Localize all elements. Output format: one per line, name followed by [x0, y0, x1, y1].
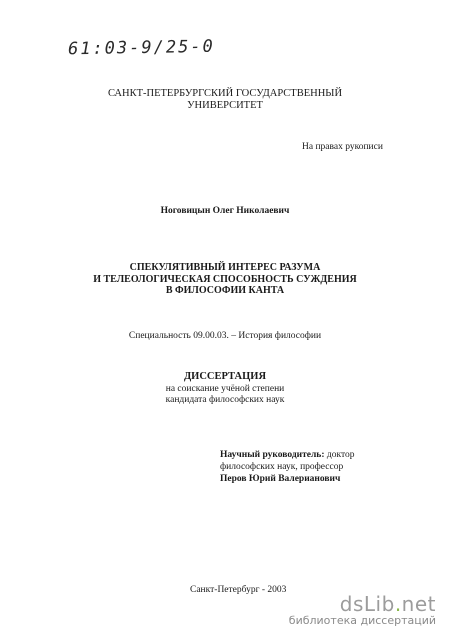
- specialty: Специальность 09.00.03. – История философии: [128, 331, 322, 341]
- title-line-3: В ФИЛОСОФИИ КАНТА: [165, 285, 285, 296]
- supervisor-block: [220, 449, 354, 485]
- title-line-2: И ТЕЛЕОЛОГИЧЕСКАЯ СПОСОБНОСТЬ СУЖДЕНИЯ: [93, 273, 357, 285]
- supervisor-label: Научный руководитель:: [220, 450, 325, 460]
- supervisor-degree-start: доктор: [324, 450, 355, 460]
- watermark-subtitle: библиотека диссертаций: [288, 614, 436, 627]
- supervisor-name: Перов Юрий Валерианович: [220, 474, 341, 484]
- dissertation-label: ДИССЕРТАЦИЯ: [183, 371, 267, 382]
- university-name: [0, 88, 450, 112]
- watermark-logo-main: dsLib: [339, 592, 395, 616]
- supervisor-line-1: [220, 449, 354, 461]
- dslib-watermark[interactable]: [289, 594, 436, 627]
- watermark-logo-tld: net: [401, 592, 436, 616]
- degree-line-1: на соискание учёной степени: [165, 384, 285, 394]
- rights-note: На правах рукописи: [302, 142, 383, 152]
- degree-line-2: кандидата философских наук: [165, 395, 285, 405]
- university-line-2: УНИВЕРСИТЕТ: [187, 100, 263, 111]
- author-name: Ноговицын Олег Николаевич: [160, 206, 290, 216]
- degree-info: [0, 384, 450, 406]
- dissertation-title: [0, 262, 450, 297]
- watermark-logo-dot: .: [394, 592, 402, 616]
- city-year: Санкт-Петербург - 2003: [190, 585, 287, 595]
- watermark-logo: [289, 594, 436, 614]
- supervisor-line-2: философских наук, профессор: [220, 462, 344, 472]
- university-line-1: САНКТ-ПЕТЕРБУРГСКИЙ ГОСУДАРСТВЕННЫЙ: [107, 88, 343, 99]
- handwritten-archive-code: 61:03-9/25-0: [67, 36, 215, 60]
- title-line-1: СПЕКУЛЯТИВНЫЙ ИНТЕРЕС РАЗУМА: [129, 262, 321, 273]
